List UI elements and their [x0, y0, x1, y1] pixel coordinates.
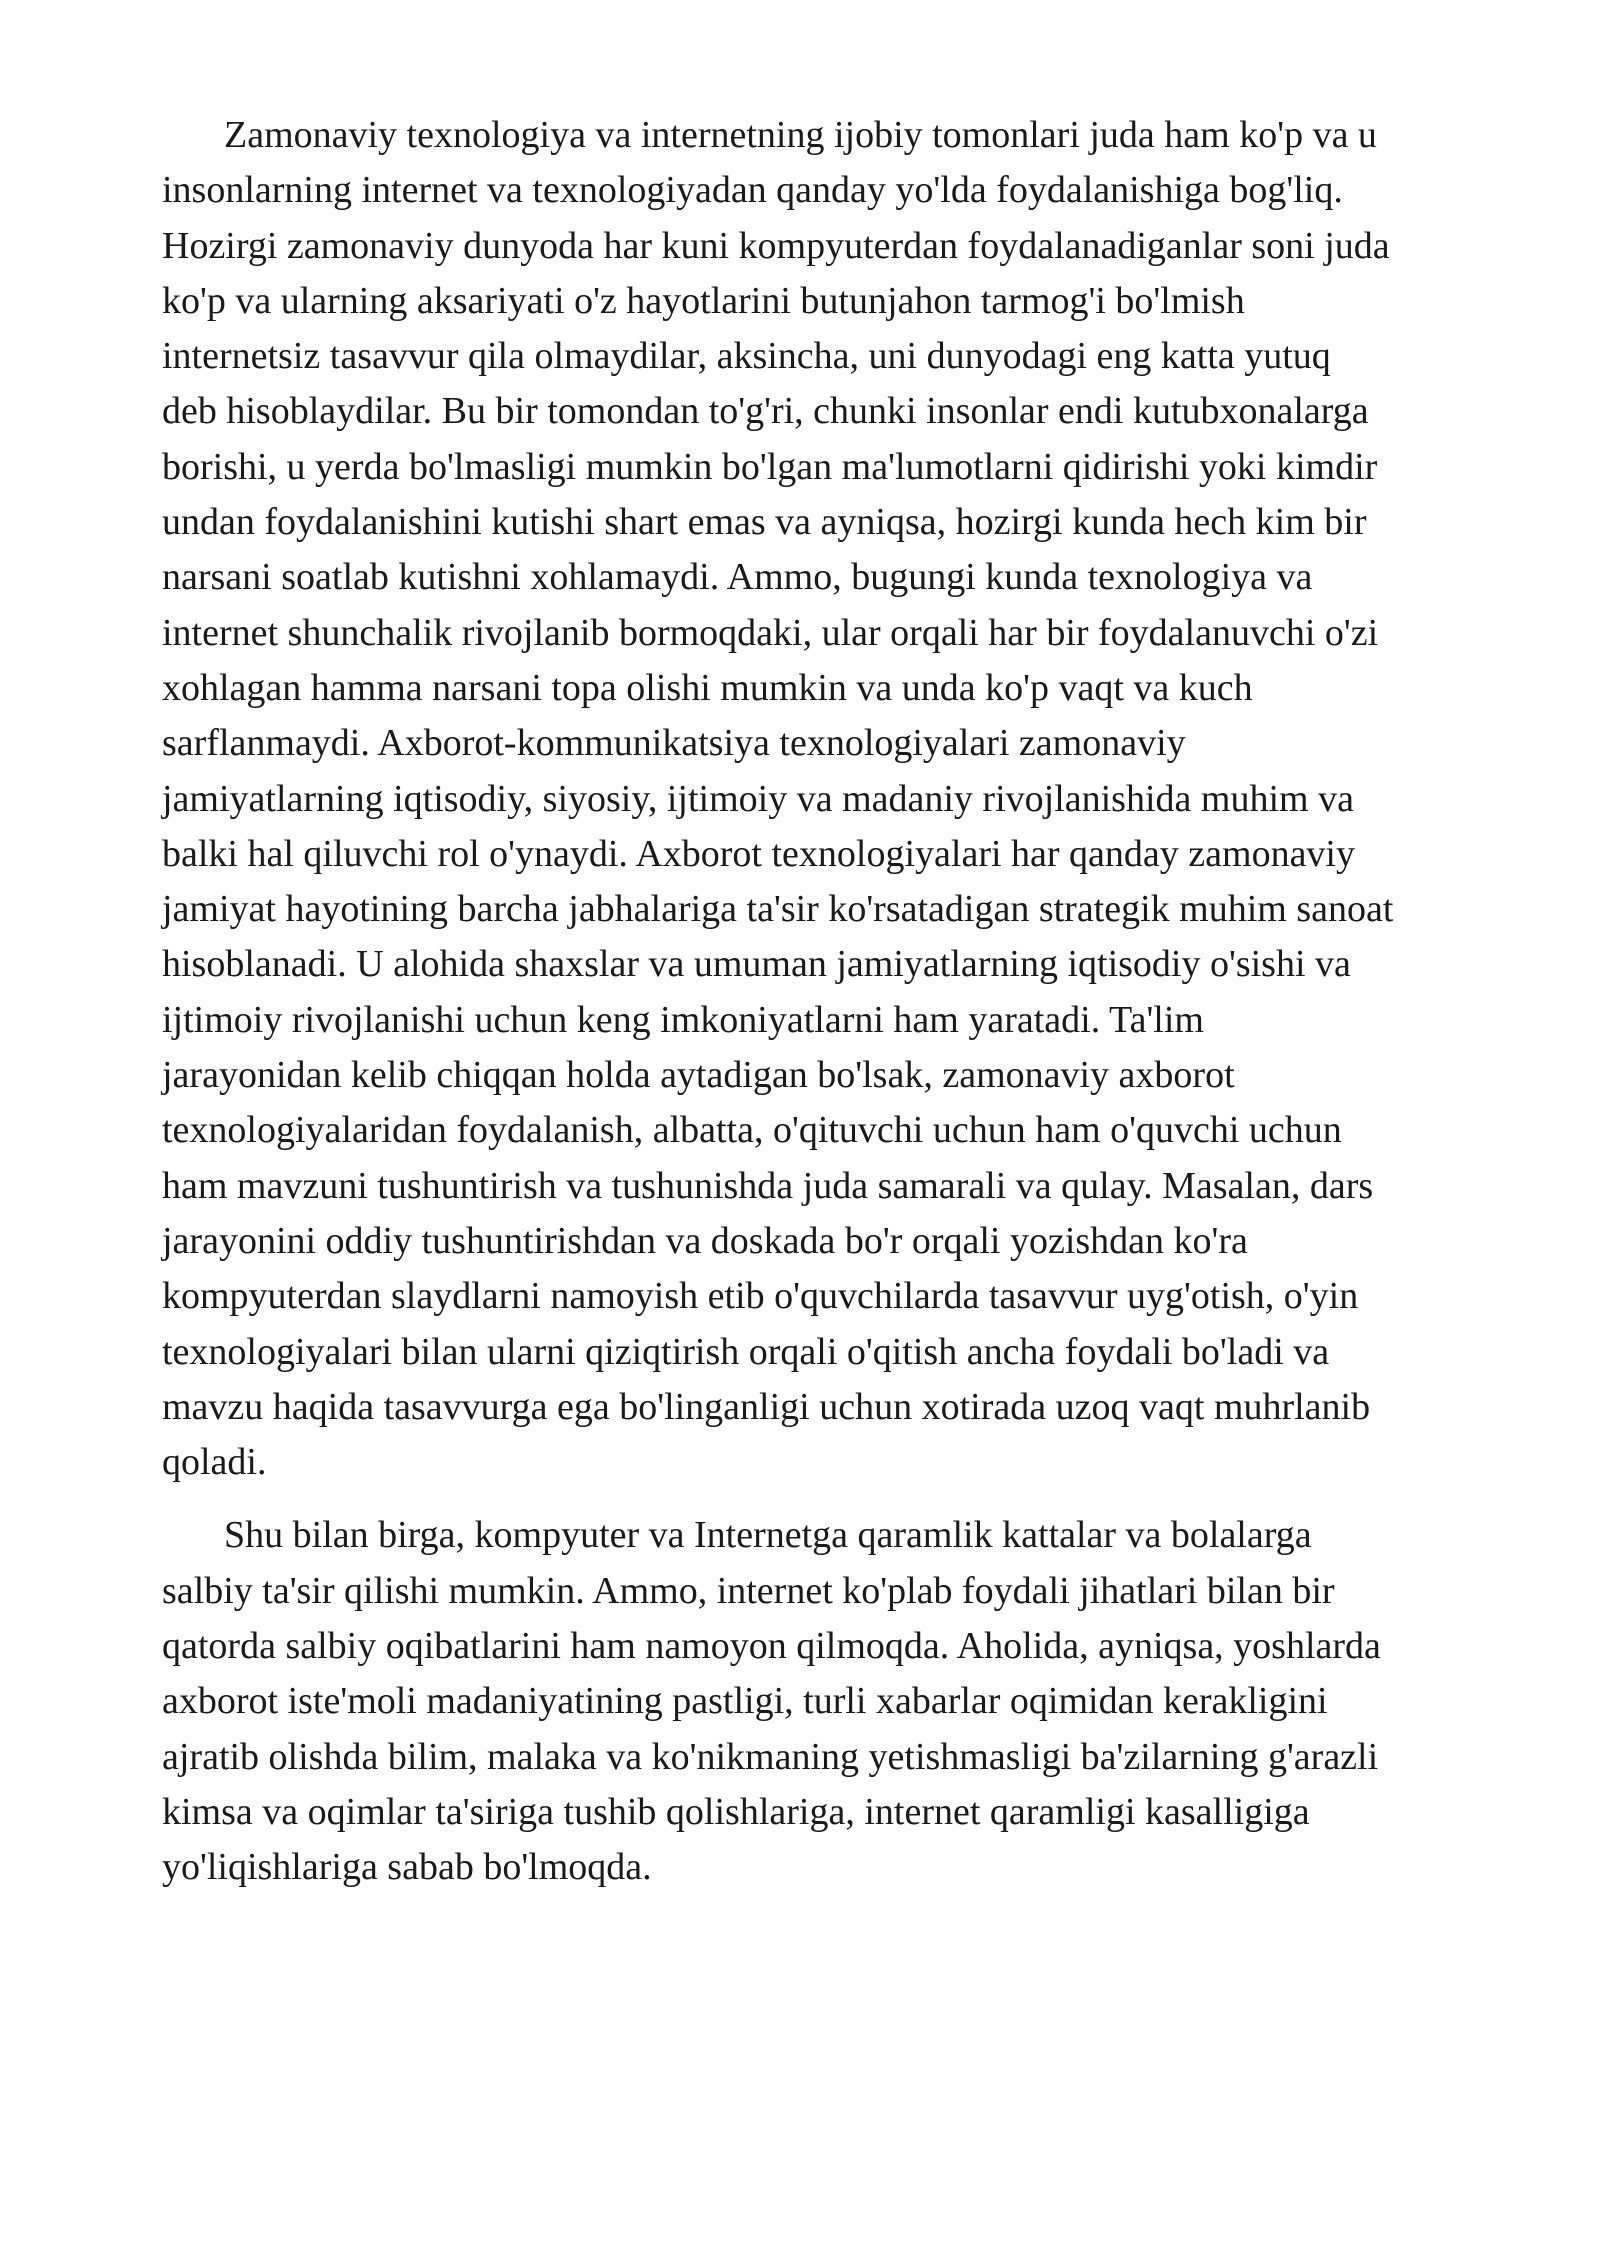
text-line: balki hal qiluvchi rol o'ynaydi. Axborot texnologiyalari har qanday zamonaviy: [162, 832, 1355, 875]
text-line: jamiyatlarning iqtisodiy, siyosiy, ijtimoiy va madaniy rivojlanishida muhim va: [162, 777, 1354, 820]
text-line: salbiy ta'sir qilishi mumkin. Ammo, internet ko'plab foydali jihatlari bilan bir: [162, 1569, 1335, 1612]
text-line: jamiyat hayotining barcha jabhalariga ta'sir ko'rsatadigan strategik muhim sanoat: [162, 888, 1394, 931]
document-body: [162, 108, 1532, 1914]
text-line: internet shunchalik rivojlanib bormoqdaki, ular orqali har bir foydalanuvchi o'zi: [162, 611, 1379, 654]
paragraph-1: [162, 108, 1532, 1490]
text-line: Zamonaviy texnologiya va internetning ijobiy tomonlari juda ham ko'p va u: [224, 114, 1377, 156]
text-line: ijtimoiy rivojlanishi uchun keng imkoniyatlarni ham yaratadi. Ta'lim: [162, 998, 1204, 1041]
text-line: ajratib olishda bilim, malaka va ko'nikmaning yetishmasligi ba'zilarning g'arazli: [162, 1735, 1379, 1778]
text-line: ko'p va ularning aksariyati o'z hayotlarini butunjahon tarmog'i bo'lmish: [162, 279, 1245, 322]
text-line: Shu bilan birga, kompyuter va Internetga qaramlik kattalar va bolalarga: [224, 1514, 1312, 1557]
text-line: jarayonidan kelib chiqqan holda aytadigan bo'lsak, zamonaviy axborot: [162, 1054, 1235, 1097]
text-line: Hozirgi zamonaviy dunyoda har kuni kompyuterdan foydalanadiganlar soni juda: [162, 224, 1390, 267]
text-line: axborot iste'moli madaniyatining pastligi, turli xabarlar oqimidan kerakligini: [162, 1680, 1328, 1723]
text-line: kompyuterdan slaydlarni namoyish etib o'quvchilarda tasavvur uyg'otish, o'yin: [162, 1275, 1359, 1318]
text-line: hisoblanadi. U alohida shaxslar va umuman jamiyatlarning iqtisodiy o'sishi va: [162, 943, 1351, 986]
text-line: yo'liqishlariga sabab bo'lmoqda.: [162, 1846, 652, 1889]
text-line: texnologiyalari bilan ularni qiziqtirish orqali o'qitish ancha foydali bo'ladi va: [162, 1330, 1330, 1373]
paragraph-2: [162, 1508, 1532, 1895]
text-line: qoladi.: [162, 1441, 267, 1484]
text-line: ham mavzuni tushuntirish va tushunishda juda samarali va qulay. Masalan, dars: [162, 1164, 1374, 1207]
text-line: borishi, u yerda bo'lmasligi mumkin bo'lgan ma'lumotlarni qidirishi yoki kimdir: [162, 445, 1378, 488]
text-line: kimsa va oqimlar ta'siriga tushib qolishlariga, internet qaramligi kasalligiga: [162, 1790, 1310, 1833]
text-line: internetsiz tasavvur qila olmaydilar, aksincha, uni dunyodagi eng katta yutuq: [162, 335, 1331, 378]
text-line: deb hisoblaydilar. Bu bir tomondan to'g'ri, chunki insonlar endi kutubxonalarga: [162, 390, 1369, 433]
text-line: texnologiyalaridan foydalanish, albatta, o'qituvchi uchun ham o'quvchi uchun: [162, 1109, 1342, 1152]
text-line: insonlarning internet va texnologiyadan qanday yo'lda foydalanishiga bog'liq.: [162, 169, 1343, 212]
text-line: narsani soatlab kutishni xohlamaydi. Ammo, bugungi kunda texnologiya va: [162, 556, 1313, 599]
text-line: mavzu haqida tasavvurga ega bo'linganligi uchun xotirada uzoq vaqt muhrlanib: [162, 1385, 1371, 1428]
text-line: sarflanmaydi. Axborot-kommunikatsiya texnologiyalari zamonaviy: [162, 722, 1186, 765]
text-line: qatorda salbiy oqibatlarini ham namoyon qilmoqda. Aholida, ayniqsa, yoshlarda: [162, 1625, 1381, 1668]
text-line: jarayonini oddiy tushuntirishdan va doskada bo'r orqali yozishdan ko'ra: [162, 1219, 1248, 1262]
text-line: undan foydalanishini kutishi shart emas va ayniqsa, hozirgi kunda hech kim bir: [162, 501, 1367, 544]
text-line: xohlagan hamma narsani topa olishi mumkin va unda ko'p vaqt va kuch: [162, 666, 1253, 709]
